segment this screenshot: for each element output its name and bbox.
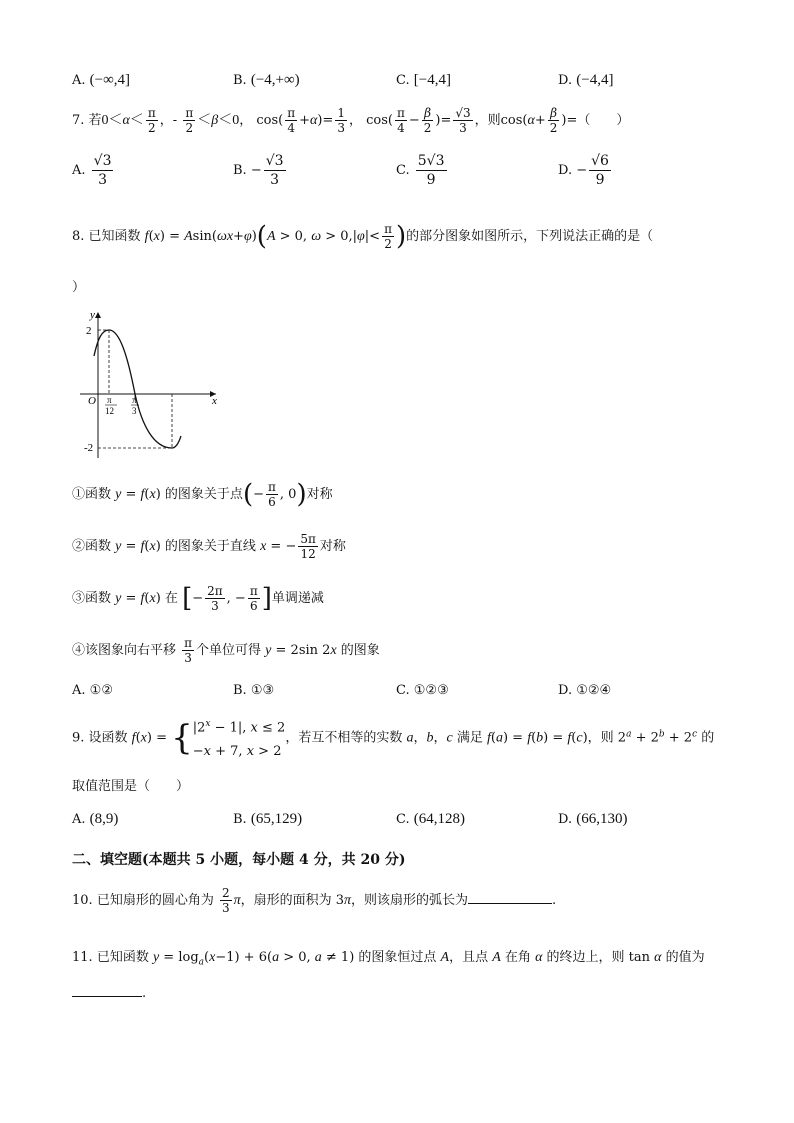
q8-sine-graph <box>80 308 230 458</box>
q8-statement-3: ③函数 y = f(x) 在 [− $\frac{2\pi}{3}$ , − $\frac{\pi}{6}$ ]单调递减 <box>72 583 324 614</box>
q9-option-d: D. (66,130) <box>558 811 628 827</box>
q8-option-b: B. ①③ <box>233 683 275 698</box>
q8-statement-2: ②函数 y = f(x) 的图象关于直线 x = − $\frac{5\pi}{12}$ 对称 <box>72 532 346 561</box>
q6-option-b: B. (−4,+∞) <box>233 72 300 88</box>
q8-option-a: A. ①② <box>72 683 113 698</box>
q11-answer-blank[interactable] <box>72 982 142 997</box>
q10-answer-blank[interactable] <box>468 889 552 904</box>
q9-option-c: C. (64,128) <box>396 811 466 827</box>
x-label: x <box>212 395 217 407</box>
tick-pi-12-den: 12 <box>105 406 114 416</box>
q9-stem: 9. 设函数 f(x) = { $|2^x - 1|$, x ≤ 2 −x + 7, x > 2 ，若互不相等的实数 a，b，c 满足 f(a) = f(b) = f(c)，则 $2^a + 2^b + 2^c$ 的 <box>72 718 715 760</box>
q8-statement-1: ①函数 y = f(x) 的图象关于点(− $\frac{\pi}{6}$ , 0)对称 <box>72 479 333 510</box>
tick-pi-3-num: π <box>132 395 137 405</box>
tick-pi-3-den: 3 <box>132 406 137 416</box>
q11-answer-line: . <box>72 982 146 1001</box>
q7-option-a: A. $\frac{√3}{3}$ <box>72 153 112 188</box>
q10-stem: 10. 已知扇形的圆心角为 $\frac{2}{3}$ π，扇形的面积为 3π，则该扇形的弧长为 . <box>72 886 557 915</box>
q7-option-d: D. − $\frac{√6}{9}$ <box>558 153 609 188</box>
q9-option-a: A. (8,9) <box>72 811 119 827</box>
q7-stem: 7. 若0＜α＜ $\frac{\pi}{2}$ ，- $\frac{\pi}{2}$ ＜β＜0， cos( $\frac{\pi}{4}$ +α)= $\frac{1}{3}$ ， cos( $\frac{\pi}{4}$ − $\frac{\beta}{2}$ )= $\frac{√3}{3}$ ，则cos(α+ $\frac{\beta}{2}$ )=（ ） <box>72 106 630 135</box>
q8-option-d: D. ①②④ <box>558 683 612 698</box>
y-label: y <box>90 309 95 321</box>
sine-curve <box>94 330 181 448</box>
section-2-heading: 二、填空题(本题共 5 小题，每小题 4 分，共 20 分) <box>72 852 406 868</box>
origin-label: O <box>88 395 96 407</box>
q8-statement-4: ④该图象向右平移 $\frac{\pi}{3}$ 个单位可得 y = 2sin 2x 的图象 <box>72 636 380 665</box>
q9-option-b: B. (65,129) <box>233 811 303 827</box>
q8-stem-tail: ） <box>72 280 86 295</box>
q8-option-c: C. ①②③ <box>396 683 449 698</box>
y-min-label: -2 <box>84 442 94 454</box>
q9-stem-2: 取值范围是（ ） <box>72 779 190 794</box>
q11-stem: 11. 已知函数 $y = \log_a(x-1) + 6(a > 0$, a ≠ 1) 的图象恒过点 A，且点 A 在角 α 的终边上，则 tan α 的值为 <box>72 950 705 968</box>
q6-option-a: A. (−∞,4] <box>72 72 131 88</box>
q8-stem: 8. 已知函数 f(x) = Asin(ωx+φ)(A > 0, ω > 0,|φ|< $\frac{\pi}{2}$ )的部分图象如图所示，下列说法正确的是（ <box>72 221 654 252</box>
q7-option-c: C. $\frac{5√3}{9}$ <box>396 153 445 188</box>
tick-pi-12-num: π <box>107 395 112 405</box>
q6-option-c: C. [−4,4] <box>396 72 451 88</box>
q6-option-d: D. (−4,4] <box>558 72 614 88</box>
q7-option-b: B. − $\frac{√3}{3}$ <box>233 153 284 188</box>
y-max-label: 2 <box>86 325 92 337</box>
